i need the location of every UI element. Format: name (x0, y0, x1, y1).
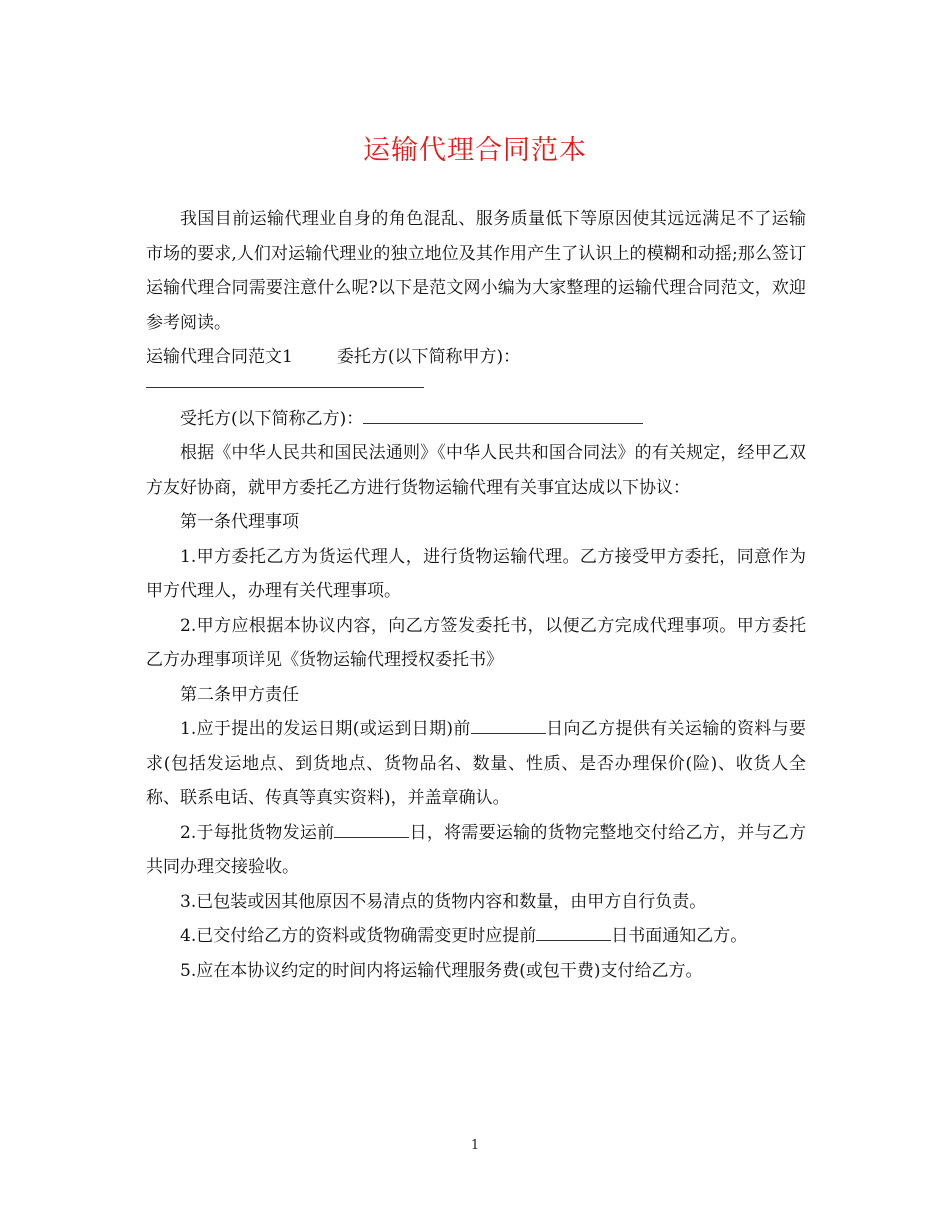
article2-item5: 5.应在本协议约定的时间内将运输代理服务费(或包干费)支付给乙方。 (180, 960, 703, 981)
article1-heading: 第一条代理事项 (180, 512, 299, 532)
party-b-blank (363, 403, 643, 424)
article2-item2-part-a: 2.于每批货物发运前 (180, 822, 335, 843)
article2-item4-part-b: 日书面通知乙方。 (611, 926, 748, 946)
article2-item1-part-a: 1.应于提出的发运日期(或运到日期)前 (180, 719, 471, 739)
document-body (146, 202, 806, 988)
sample-label: 运输代理合同范文1 (146, 347, 293, 367)
sample-heading-line (146, 340, 806, 375)
party-a-blank (146, 387, 424, 388)
article2-item1 (146, 712, 806, 816)
days-blank-3 (536, 922, 611, 941)
party-a-label: 委托方(以下简称甲方)： (336, 347, 521, 367)
basis-paragraph: 根据《中华人民共和国民法通则》《中华人民共和国合同法》的有关规定，经甲乙双方友好协商，就甲方委托乙方进行货物运输代理有关事宜达成以下协议： (146, 443, 806, 498)
article1-item1: 1.甲方委托乙方为货运代理人，进行货物运输代理。乙方接受甲方委托，同意作为甲方代理人，办理有关代理事项。 (146, 546, 806, 601)
intro-paragraph: 我国目前运输代理业自身的角色混乱、服务质量低下等原因使其远远满足不了运输市场的要求,人们对运输代理业的独立地位及其作用产生了认识上的模糊和动摇;那么签订运输代理合同需要注意什么呢?以下是范文网小编为大家整理的运输代理合同范文，欢迎参考阅读。 (146, 209, 806, 333)
article2-item4 (146, 919, 806, 954)
party-b-label: 受托方(以下简称乙方)： (180, 408, 364, 429)
article1-item2: 2.甲方应根据本协议内容，向乙方签发委托书，以便乙方完成代理事项。甲方委托乙方办理事项详见《货物运输代理授权委托书》 (146, 615, 806, 670)
article2-item1-part-b: 日向乙方提供有关运输的资料与要求(包括发运地点、到货地点、货物品名、数量、性质、是否办理保价(险)、收货人全称、联系电话、传真等真实资料)，并盖章确认。 (146, 719, 806, 808)
days-blank-2 (334, 819, 409, 838)
article2-item2-part-b: 日，将需要运输的货物完整地交付给乙方，并与乙方共同办理交接验收。 (146, 822, 806, 877)
document-title: 运输代理合同范本 (363, 135, 587, 166)
party-b-line (146, 402, 806, 437)
days-blank-1 (471, 715, 546, 734)
article2-item2 (146, 816, 806, 885)
article2-heading: 第二条甲方责任 (180, 684, 299, 705)
article2-item4-part-a: 4.已交付给乙方的资料或货物确需变更时应提前 (180, 926, 537, 946)
article2-item3: 3.已包装或因其他原因不易清点的货物内容和数量，由甲方自行负责。 (180, 891, 707, 912)
page-number: 1 (470, 1138, 480, 1153)
